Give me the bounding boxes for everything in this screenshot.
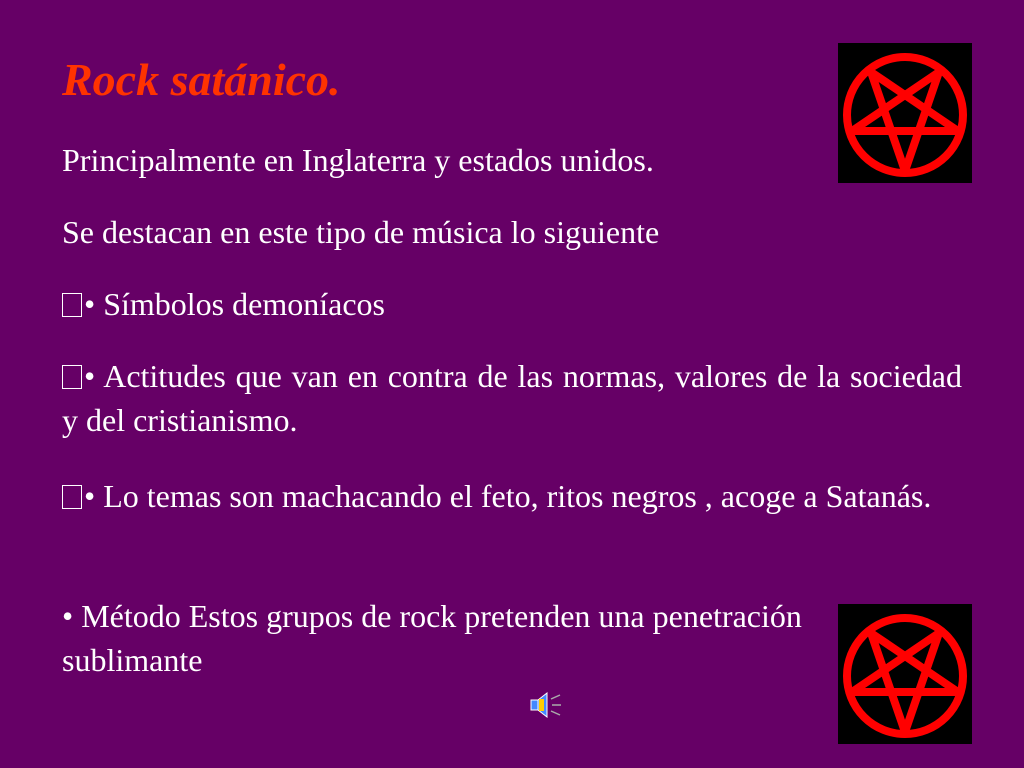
bullet-item bbox=[62, 354, 962, 442]
missing-glyph-box bbox=[62, 485, 82, 509]
missing-glyph-box bbox=[62, 365, 82, 389]
pentagram-image-bottom bbox=[838, 604, 972, 744]
bullet-item bbox=[62, 282, 385, 326]
paragraph-location: Principalmente en Inglaterra y estados unidos. bbox=[62, 142, 654, 178]
bullet-text: Método Estos grupos de rock pretenden una penetración sublimante bbox=[62, 598, 802, 678]
pentagram-icon bbox=[838, 604, 972, 744]
bullet-text: Símbolos demoníacos bbox=[103, 286, 385, 322]
speaker-icon bbox=[528, 690, 564, 720]
bullet-item bbox=[62, 474, 962, 518]
bullet-text: Actitudes que van en contra de las normas, valores de la sociedad y del cristianismo. bbox=[62, 358, 962, 438]
bullet-marker: • bbox=[84, 358, 96, 394]
bullet-item bbox=[62, 594, 822, 682]
bullet-marker: • bbox=[84, 286, 96, 322]
bullet-marker: • bbox=[84, 478, 96, 514]
missing-glyph-box bbox=[62, 293, 82, 317]
paragraph-intro: Se destacan en este tipo de música lo siguiente bbox=[62, 214, 660, 250]
bullet-text: Lo temas son machacando el feto, ritos negros , acoge a Satanás. bbox=[103, 478, 932, 514]
bullet-marker: • bbox=[62, 598, 74, 634]
pentagram-icon bbox=[838, 43, 972, 183]
audio-speaker-button[interactable] bbox=[528, 690, 564, 720]
slide-title: Rock satánico. bbox=[62, 54, 341, 105]
pentagram-image-top bbox=[838, 43, 972, 183]
